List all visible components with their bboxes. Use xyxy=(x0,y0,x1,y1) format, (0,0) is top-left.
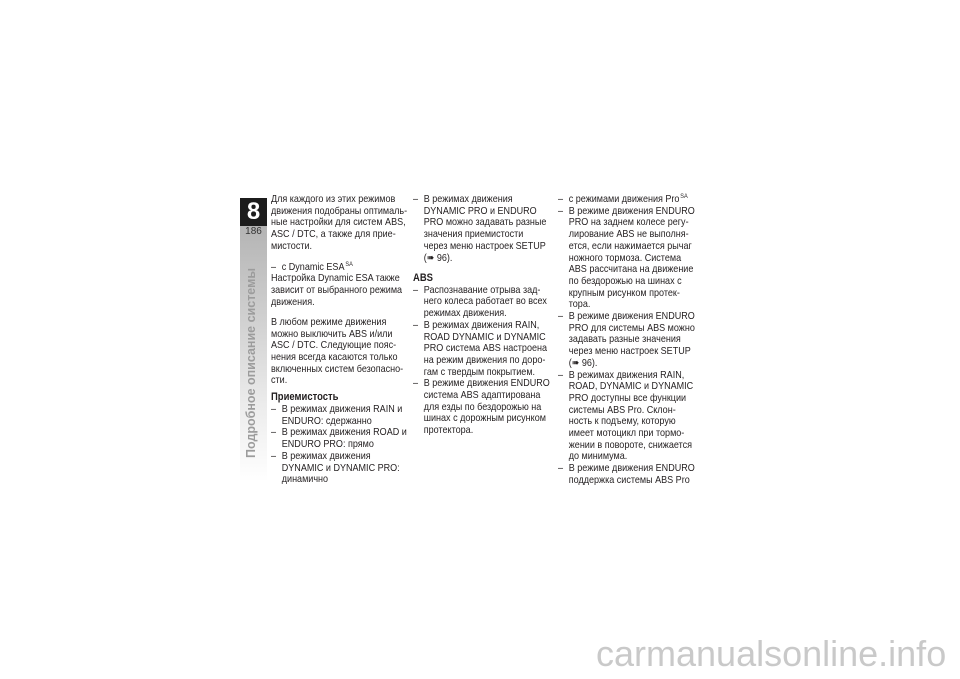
list-item-text: В режиме движения ENDURO PRO на заднем колесе регу- лирование ABS не выполня- ется, если нажимается рычаг ножного тормоза. Система ABS рассчитана на движение по бездорожью на шинах с крупным рисунком протек- тора. xyxy=(568,204,695,311)
chapter-title: Подробное описание системы xyxy=(244,268,258,458)
bullet-dash: – xyxy=(271,260,277,273)
column-3 xyxy=(558,194,704,487)
list-item xyxy=(271,427,417,450)
list-item xyxy=(413,194,559,264)
list-item-text: Распознавание отрыва зад- него колеса работает во всех режимах движения. xyxy=(423,283,547,320)
bullet-dash: – xyxy=(413,377,419,390)
section-heading-abs: ABS xyxy=(413,272,433,285)
bullet-dash: – xyxy=(558,204,564,217)
list-item-text: В режиме движения ENDURO поддержка системы ABS Pro xyxy=(568,462,695,486)
intro-paragraph: Для каждого из этих режимов движения подобраны оптималь- ные настройки для систем ABS, ASC / DTC, а также для прие- мистости. xyxy=(271,193,408,252)
pro-modes-item xyxy=(558,194,704,206)
sa-superscript: SA xyxy=(680,193,688,200)
list-item-text xyxy=(569,194,688,206)
list-item-text: В режимах движения DYNAMIC и DYNAMIC PRO: динамично xyxy=(281,449,400,486)
list-item xyxy=(558,206,704,311)
list-item xyxy=(413,285,559,320)
list-item xyxy=(271,451,417,486)
list-item-text: В режимах движения DYNAMIC PRO и ENDURO PRO можно задавать разные значения приемистости через меню настроек SETUP (➠ 96). xyxy=(423,193,547,264)
note-paragraph: В любом режиме движения можно выключить ABS и/или ASC / DTC. Следующие пояс- нения всегда касаются только включенных систем безопасно- сти. xyxy=(271,315,404,387)
list-item-text: В режимах движения ROAD и ENDURO PRO: прямо xyxy=(281,426,407,451)
list-item xyxy=(413,378,559,437)
bullet-dash: – xyxy=(271,403,277,416)
bullet-dash: – xyxy=(558,462,564,475)
bullet-dash: – xyxy=(558,310,564,323)
sa-superscript: SA xyxy=(345,260,353,268)
dynamic-esa-label: с Dynamic ESA xyxy=(281,260,345,273)
bullet-dash: – xyxy=(558,193,564,205)
list-item xyxy=(558,370,704,464)
list-item xyxy=(558,463,704,486)
bullet-dash: – xyxy=(413,283,419,296)
bullet-dash: – xyxy=(413,193,419,205)
esa-paragraph: Настройка Dynamic ESA также зависит от выбранного режима движения. xyxy=(271,272,403,308)
list-item xyxy=(558,311,704,370)
list-item-text: В режимах движения RAIN, ROAD, DYNAMIC и DYNAMIC PRO доступны все функции системы ABS Pro. Склон- ность к подъему, которую имеет мотоцикл при тормо- жении в повороте, снижается до минимума. xyxy=(568,368,694,463)
list-item-text: В режимах движения RAIN и ENDURO: сдержанно xyxy=(281,403,403,427)
list-item-text: В режимах движения RAIN, ROAD DYNAMIC и DYNAMIC PRO система ABS настроена на режим движения по доро- гам с твердым покрытием. xyxy=(423,318,548,378)
watermark: carmanualsonline.info xyxy=(596,633,947,674)
pro-modes-label: с режимами движения Pro xyxy=(568,193,680,205)
bullet-dash: – xyxy=(558,368,564,381)
chapter-number: 8 xyxy=(240,198,267,226)
list-item xyxy=(413,320,559,379)
bullet-dash: – xyxy=(271,449,277,462)
list-item xyxy=(271,404,417,427)
page-number: 186 xyxy=(245,226,262,237)
list-item-text: В режиме движения ENDURO система ABS адаптирована для езды по бездорожью на шинах с дорожным рисунком протектора. xyxy=(423,377,550,437)
column-1 xyxy=(271,194,417,486)
bullet-dash: – xyxy=(271,426,277,439)
list-item-text: В режиме движения ENDURO PRO для системы ABS можно задавать разные значения через меню настроек SETUP (➠ 96). xyxy=(568,310,695,369)
section-heading-acceleration: Приемистость xyxy=(271,391,339,404)
column-2 xyxy=(413,194,559,437)
bullet-dash: – xyxy=(413,318,419,331)
